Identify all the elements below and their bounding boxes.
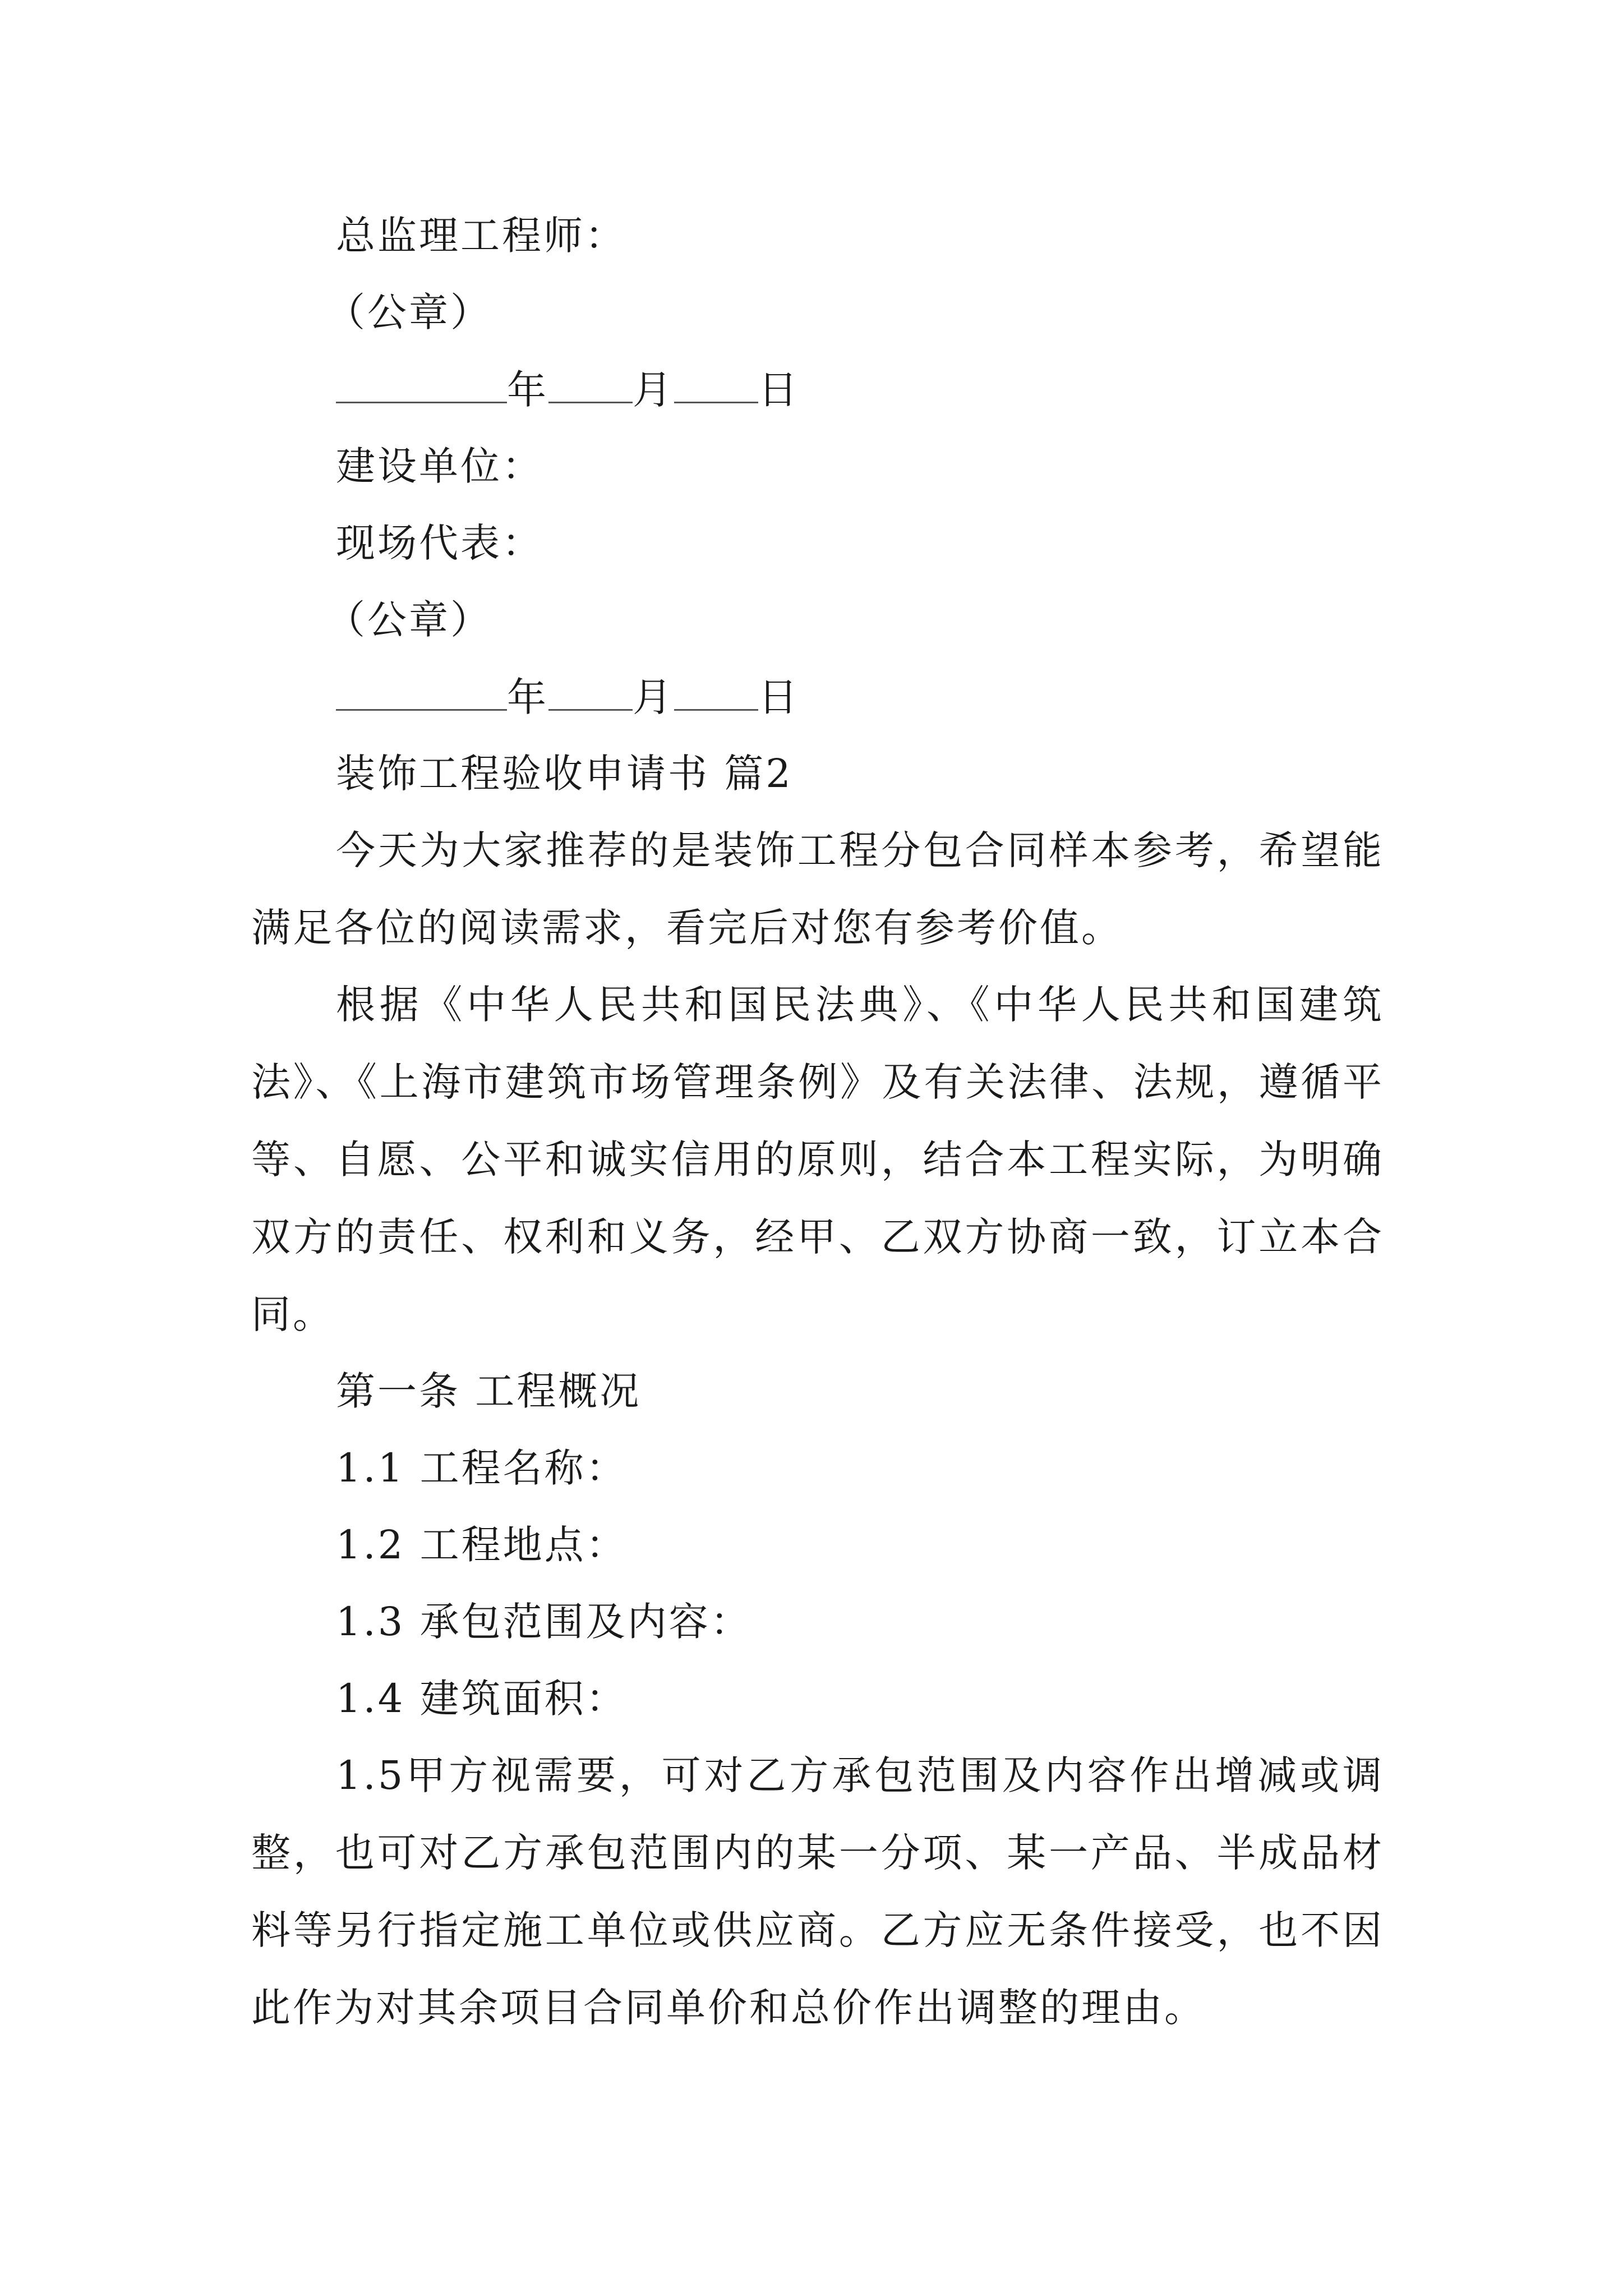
list-item: 1.3 承包范围及内容： xyxy=(336,1599,752,1645)
intro-paragraph: 今天为大家推荐的是装饰工程分包合同样本参考，希望能满足各位的阅读需求，看完后对您有参考价值。 xyxy=(251,827,1384,951)
year-blank xyxy=(336,367,507,403)
list-item: 1.2 工程地点： xyxy=(336,1522,628,1568)
date-line xyxy=(251,674,1384,719)
month-label: 月 xyxy=(633,367,674,413)
day-blank xyxy=(674,674,758,711)
basis-paragraph: 根据《中华人民共和国民法典》、《中华人民共和国建筑法》、《上海市建筑市场管理条例》及有关法律、法规，遵循平等、自愿、公平和诚实信用的原则，结合本工程实际，为明确双方的责任、权利和义务，经甲、乙双方协商一致，订立本合同。 xyxy=(251,982,1384,1337)
year-label: 年 xyxy=(507,674,548,720)
seal-label xyxy=(251,597,1384,642)
article-title: 第一条 工程概况 xyxy=(336,1368,642,1414)
seal-text: （公章） xyxy=(326,289,492,335)
day-blank xyxy=(674,367,758,403)
list-item: 1.1 工程名称： xyxy=(336,1445,628,1491)
year-blank xyxy=(336,674,507,711)
list-item: 1.4 建筑面积： xyxy=(336,1676,628,1722)
chief-engineer-label: 总监理工程师： xyxy=(336,213,626,259)
construction-unit-label: 建设单位： xyxy=(336,443,543,489)
item-1-5-paragraph: 1.5甲方视需要，可对乙方承包范围及内容作出增减或调整，也可对乙方承包范围内的某一分项、某一产品、半成品材料等另行指定施工单位或供应商。乙方应无条件接受，也不因此作为对其余项目合同单价和总价作出调整的理由。 xyxy=(251,1752,1384,2031)
document-page xyxy=(251,213,1384,2062)
seal-label xyxy=(251,290,1384,335)
site-rep-label: 现场代表： xyxy=(336,520,543,566)
year-label: 年 xyxy=(507,367,548,413)
month-blank xyxy=(548,674,633,711)
month-blank xyxy=(548,367,633,403)
section-heading: 装饰工程验收申请书 篇2 xyxy=(336,751,793,797)
day-label: 日 xyxy=(758,674,800,720)
month-label: 月 xyxy=(633,674,674,720)
seal-text: （公章） xyxy=(326,597,492,643)
date-line xyxy=(251,367,1384,412)
day-label: 日 xyxy=(758,367,800,413)
